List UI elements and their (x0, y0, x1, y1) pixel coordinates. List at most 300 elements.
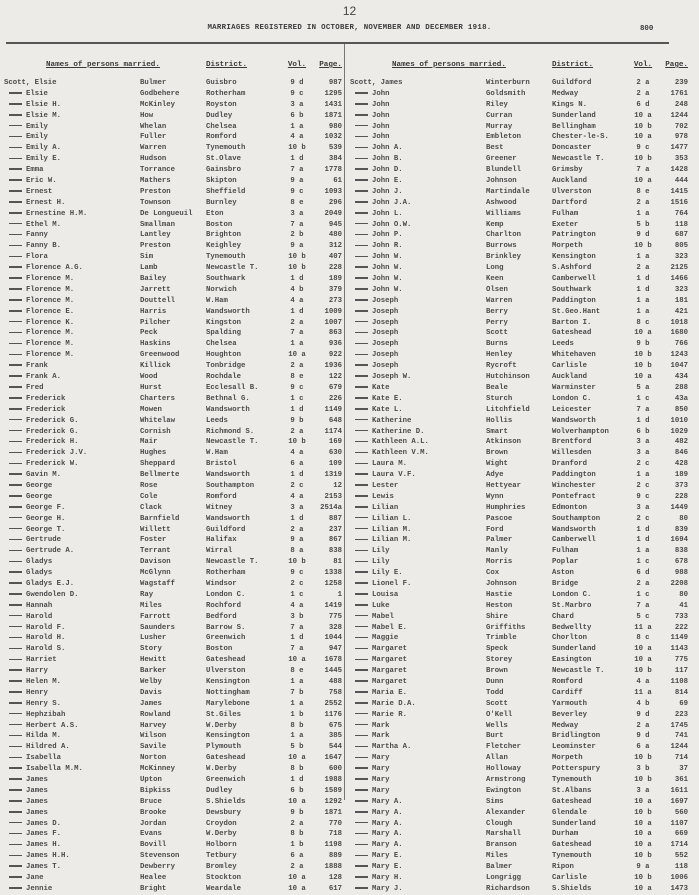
district: Kingston (206, 318, 242, 327)
given-name-text: Kate L. (372, 405, 403, 414)
page-ref: 228 (328, 264, 342, 273)
page-ref: 488 (328, 677, 342, 686)
entry-row (4, 274, 344, 285)
spouse-surname: Foster (140, 536, 167, 545)
page-ref: 1292 (324, 797, 342, 806)
given-name-text: George (26, 481, 53, 490)
page-ref: 312 (328, 242, 342, 251)
entry-row (350, 122, 690, 133)
district: Newcastle T. (206, 558, 259, 567)
district: Guildford (206, 525, 246, 534)
volume: 8 b (290, 765, 304, 774)
given-name-text: Harold S. (26, 645, 66, 654)
district: Warminster (552, 383, 596, 392)
page-ref: 1415 (670, 187, 688, 196)
district: Rotherham (206, 89, 246, 98)
page-ref: 2208 (670, 579, 688, 588)
page-ref: 600 (328, 765, 342, 774)
spouse-surname: Rowland (140, 710, 171, 719)
ditto-dash (9, 713, 22, 715)
volume: 10 a (288, 656, 306, 665)
page-ref: 887 (328, 514, 342, 523)
ditto-dash (355, 691, 368, 693)
given-name (350, 176, 486, 187)
volume: 10 a (288, 874, 306, 883)
entry-row (350, 230, 690, 241)
given-name (4, 307, 140, 318)
given-name-text: John L. (372, 209, 403, 218)
volume: 7 a (636, 601, 650, 610)
entry-row (4, 721, 344, 732)
ditto-dash (9, 419, 22, 421)
spouse-surname: Holloway (486, 765, 522, 774)
volume: 1 a (636, 253, 650, 262)
volume: 1 a (636, 209, 650, 218)
given-name-text: Frederick (26, 405, 66, 414)
given-name-text: Hannah (26, 601, 53, 610)
entry-row (350, 241, 690, 252)
given-name (4, 590, 140, 601)
page-ref: 1093 (324, 187, 342, 196)
volume: 7 a (290, 166, 304, 175)
given-name-text: Harold H. (26, 634, 66, 643)
page-ref: 2049 (324, 209, 342, 218)
given-name (4, 220, 140, 231)
district: Edmonton (552, 503, 588, 512)
volume: 2 c (636, 481, 650, 490)
entry-row (350, 829, 690, 840)
volume: 7 a (290, 645, 304, 654)
entry-row (350, 328, 690, 339)
given-name-text: Florence M. (26, 329, 75, 338)
page-ref: 118 (674, 220, 688, 229)
given-name (4, 448, 140, 459)
entry-row (4, 492, 344, 503)
district: Skipton (206, 177, 237, 186)
entry-row (350, 78, 690, 89)
page-ref: 839 (674, 525, 688, 534)
spouse-surname: Johnson (486, 177, 517, 186)
volume: 6 a (290, 852, 304, 861)
entry-row (4, 328, 344, 339)
entry-row (350, 361, 690, 372)
entry-row (4, 688, 344, 699)
ditto-dash (9, 245, 22, 247)
volume: 8 e (290, 373, 304, 382)
given-name-text: Ernestine H.M. (26, 209, 88, 218)
district: Boston (206, 645, 233, 654)
given-name (4, 525, 140, 536)
page-ref: 1888 (324, 863, 342, 872)
spouse-surname: McKinney (140, 765, 176, 774)
given-name (4, 361, 140, 372)
given-name-text: Louisa (372, 590, 399, 599)
volume: 9 c (290, 89, 304, 98)
ditto-dash (355, 288, 368, 290)
volume: 10 a (634, 797, 652, 806)
given-name-text: Gladys (26, 569, 53, 578)
district: Camberwell (552, 536, 596, 545)
volume: 1 a (290, 699, 304, 708)
volume: 4 a (290, 133, 304, 142)
given-name-text: Emily A. (26, 144, 62, 153)
given-name (4, 198, 140, 209)
district: Burnley (206, 198, 237, 207)
district: Tynemouth (206, 144, 246, 153)
volume: 3 b (290, 612, 304, 621)
spouse-surname: Humphries (486, 503, 526, 512)
entry-row (4, 230, 344, 241)
spouse-surname: Wagstaff (140, 579, 176, 588)
entry-row (4, 165, 344, 176)
entry-row (350, 873, 690, 884)
district: S.Shields (206, 797, 246, 806)
entry-row (4, 601, 344, 612)
entry-row (4, 481, 344, 492)
district: Dudley (206, 111, 233, 120)
district: Weardale (206, 884, 242, 893)
volume: 9 a (290, 177, 304, 186)
given-name-text: Gwendolen D. (26, 590, 79, 599)
entry-row (350, 176, 690, 187)
given-name-text: John W. (372, 253, 403, 262)
ditto-dash (355, 299, 368, 301)
given-name (350, 296, 486, 307)
header-page: Page. (319, 61, 342, 69)
volume: 5 b (636, 220, 650, 229)
given-name-text: Marie D.A. (372, 699, 416, 708)
page-ref: 1466 (670, 275, 688, 284)
volume: 10 a (288, 754, 306, 763)
entry-row (4, 132, 344, 143)
entry-row (4, 546, 344, 557)
page-ref: 384 (328, 155, 342, 164)
given-name-text: Elsie (26, 89, 48, 98)
spouse-surname: Berry (486, 307, 508, 316)
entry-row (4, 851, 344, 862)
given-name (4, 285, 140, 296)
entry-row (4, 143, 344, 154)
ditto-dash (9, 865, 22, 867)
ditto-dash (355, 136, 368, 138)
given-name-text: James H. (26, 841, 62, 850)
district: St.Geo.Hant (552, 307, 601, 316)
volume: 10 a (634, 656, 652, 665)
ditto-dash (9, 855, 22, 857)
spouse-surname: Mathers (140, 177, 171, 186)
entry-row (4, 405, 344, 416)
spouse-surname: Willett (140, 525, 171, 534)
volume: 10 a (634, 177, 652, 186)
district: Ulverston (206, 667, 246, 676)
given-name-text: Helen M. (26, 677, 62, 686)
volume: 2 c (290, 579, 304, 588)
ditto-dash (355, 310, 368, 312)
district: Wandsworth (206, 514, 250, 523)
volume: 8 e (290, 667, 304, 676)
given-name (4, 176, 140, 187)
entry-row (350, 753, 690, 764)
given-name (350, 808, 486, 819)
given-name-text: Gavin M. (26, 471, 62, 480)
given-name-text: Florence M. (26, 340, 75, 349)
ditto-dash (9, 582, 22, 584)
entry-row (350, 677, 690, 688)
district: Guildford (552, 79, 592, 87)
district: Chelsea (206, 122, 237, 131)
ditto-dash (9, 463, 22, 465)
ditto-dash (9, 125, 22, 127)
given-name-text: James (26, 776, 48, 784)
ditto-dash (9, 561, 22, 563)
spouse-surname: Haskins (140, 340, 171, 349)
volume: 9 c (290, 569, 304, 578)
ditto-dash (355, 713, 368, 715)
given-name (4, 209, 140, 220)
district: Newcastle T. (552, 667, 605, 676)
given-name (350, 383, 486, 394)
volume: 7 a (636, 405, 650, 414)
ditto-dash (355, 648, 368, 650)
page-ref: 43a (674, 394, 688, 403)
given-name (4, 731, 140, 742)
page-ref: 189 (674, 471, 688, 480)
district: Stockton (206, 874, 242, 883)
volume: 1 d (290, 155, 304, 164)
volume: 10 a (634, 819, 652, 828)
entry-row (4, 372, 344, 383)
spouse-surname: Charters (140, 394, 176, 403)
given-name-text: Florence K. (26, 318, 75, 327)
given-name (350, 78, 486, 89)
page-ref: 630 (328, 449, 342, 458)
district: Grimsby (552, 166, 583, 175)
page-ref: 61 (333, 177, 342, 186)
volume: 8 e (636, 187, 650, 196)
page-ref: 37 (679, 765, 688, 774)
volume: 2 c (636, 514, 650, 523)
district: Bellingham (552, 122, 596, 131)
spouse-surname: Winterburn (486, 79, 530, 87)
volume: 4 a (290, 296, 304, 305)
spouse-surname: Murray (486, 122, 513, 131)
volume: 7 a (290, 220, 304, 229)
given-name-text: Lily (372, 558, 390, 567)
page-ref: 1871 (324, 111, 342, 120)
ditto-dash (9, 430, 22, 432)
district: Sunderland (552, 111, 596, 120)
page-ref: 480 (328, 231, 342, 240)
volume: 3 a (290, 503, 304, 512)
given-name (350, 775, 486, 786)
given-name (350, 786, 486, 797)
ditto-dash (9, 637, 22, 639)
page-ref: 1032 (324, 133, 342, 142)
district: Halifax (206, 536, 237, 545)
spouse-surname: Ashwood (486, 198, 517, 207)
page-ref: 248 (674, 100, 688, 109)
given-name (4, 481, 140, 492)
page-ref: 1936 (324, 362, 342, 371)
page-ref: 617 (328, 884, 342, 893)
given-name (4, 633, 140, 644)
page-ref: 222 (674, 623, 688, 632)
page-ref: 678 (674, 558, 688, 567)
entry-row (350, 764, 690, 775)
given-name (4, 884, 140, 895)
given-name (350, 470, 486, 481)
given-name-text: Harold (26, 612, 53, 621)
volume: 1 d (290, 275, 304, 284)
page-ref: 838 (328, 547, 342, 556)
entry-row (350, 514, 690, 525)
volume: 5 a (636, 383, 650, 392)
given-name-text: Mary A. (372, 808, 403, 817)
district: Auckland (552, 373, 588, 382)
given-name (350, 492, 486, 503)
given-name (350, 132, 486, 143)
spouse-surname: Sheppard (140, 460, 176, 469)
entry-row (350, 492, 690, 503)
volume: 8 b (290, 830, 304, 839)
entry-row (350, 89, 690, 100)
district: Auckland (552, 177, 588, 186)
volume: 4 b (636, 699, 650, 708)
page-ref: 1611 (670, 786, 688, 795)
given-name (350, 143, 486, 154)
given-name (350, 623, 486, 634)
spouse-surname: Ford (486, 525, 504, 534)
page-ref: 764 (674, 209, 688, 218)
given-name (350, 361, 486, 372)
volume: 3 a (290, 209, 304, 218)
volume: 1 d (636, 525, 650, 534)
spouse-surname: Martindale (486, 187, 530, 196)
district: Bromley (206, 863, 237, 872)
entry-row (350, 307, 690, 318)
page-ref: 1244 (670, 111, 688, 120)
entry-row (350, 416, 690, 427)
page-ref: 1295 (324, 89, 342, 98)
entry-row (350, 154, 690, 165)
given-name-text: John B. (372, 155, 403, 164)
ditto-dash (355, 735, 368, 737)
page-ref: 838 (674, 547, 688, 556)
page-title: MARRIAGES REGISTERED IN OCTOBER, NOVEMBER AND DECEMBER 1918. (207, 24, 492, 32)
spouse-surname: Palmer (486, 536, 513, 545)
volume: 2 a (636, 198, 650, 207)
ditto-dash (355, 887, 368, 889)
district: Wandsworth (552, 416, 596, 425)
district: Medway (552, 89, 579, 98)
spouse-surname: Hudson (140, 155, 167, 164)
district: Rochford (206, 601, 242, 610)
page-ref: 814 (674, 688, 688, 697)
given-name-text: Emily E. (26, 155, 62, 164)
page-ref: 434 (674, 373, 688, 382)
volume: 10 b (634, 754, 652, 763)
spouse-surname: Torrance (140, 166, 176, 175)
spouse-surname: Wells (486, 721, 508, 730)
ditto-dash (9, 397, 22, 399)
district: Ecclesall B. (206, 383, 259, 392)
page-ref: 288 (674, 383, 688, 392)
page-ref: 775 (674, 656, 688, 665)
ditto-dash (355, 277, 368, 279)
ditto-dash (9, 517, 22, 519)
volume: 10 b (634, 667, 652, 676)
spouse-surname: Long (486, 264, 504, 273)
volume: 8 c (636, 634, 650, 643)
spouse-surname: Bipkiss (140, 786, 171, 795)
given-name (350, 285, 486, 296)
page-ref: 1778 (324, 166, 342, 175)
district: Chester-le-S. (552, 133, 609, 142)
volume: 7 a (290, 329, 304, 338)
given-name (350, 503, 486, 514)
district: Leicester (552, 405, 592, 414)
given-name-text: Harry (26, 667, 48, 676)
volume: 1 c (636, 394, 650, 403)
given-name-text: Frederick J.V. (26, 449, 88, 458)
spouse-surname: Hughes (140, 449, 167, 458)
district: Rochdale (206, 373, 242, 382)
ditto-dash (9, 277, 22, 279)
volume: 8 b (290, 721, 304, 730)
entry-row (350, 884, 690, 895)
page-ref: 1445 (324, 667, 342, 676)
page-ref: 1697 (670, 797, 688, 806)
entry-row (4, 285, 344, 296)
spouse-surname: Embleton (486, 133, 522, 142)
given-name-text: Hephzibah (26, 710, 66, 719)
district: Chard (552, 612, 574, 621)
given-name-text: Mark (372, 721, 390, 730)
ditto-dash (355, 419, 368, 421)
spouse-surname: Saunders (140, 623, 176, 632)
given-name-text: James (26, 808, 48, 817)
volume: 10 a (288, 884, 306, 893)
page-ref: 1244 (670, 743, 688, 752)
spouse-surname: Bulmer (140, 79, 167, 87)
page-ref: 544 (328, 743, 342, 752)
entry-row (4, 786, 344, 797)
given-name (350, 862, 486, 873)
given-name (4, 786, 140, 797)
page-ref: 169 (328, 438, 342, 447)
given-name (350, 111, 486, 122)
district: Southwark (206, 275, 246, 284)
given-name-text: Kathleen A.L. (372, 438, 429, 447)
spouse-surname: Davis (140, 688, 162, 697)
given-name-text: Mary H. (372, 874, 403, 883)
district: Wandsworth (206, 471, 250, 480)
given-name (350, 819, 486, 830)
spouse-surname: Bailey (140, 275, 167, 284)
given-name (4, 873, 140, 884)
ditto-dash (9, 724, 22, 726)
ditto-dash (9, 800, 22, 802)
spouse-surname: Preston (140, 187, 171, 196)
district: Kensington (206, 677, 250, 686)
entry-row (350, 666, 690, 677)
entry-row (350, 808, 690, 819)
volume: 2 a (636, 579, 650, 588)
volume: 1 d (636, 536, 650, 545)
spouse-surname: Litchfield (486, 405, 530, 414)
given-name-text: Frederick H. (26, 438, 79, 447)
spouse-surname: Evans (140, 830, 162, 839)
